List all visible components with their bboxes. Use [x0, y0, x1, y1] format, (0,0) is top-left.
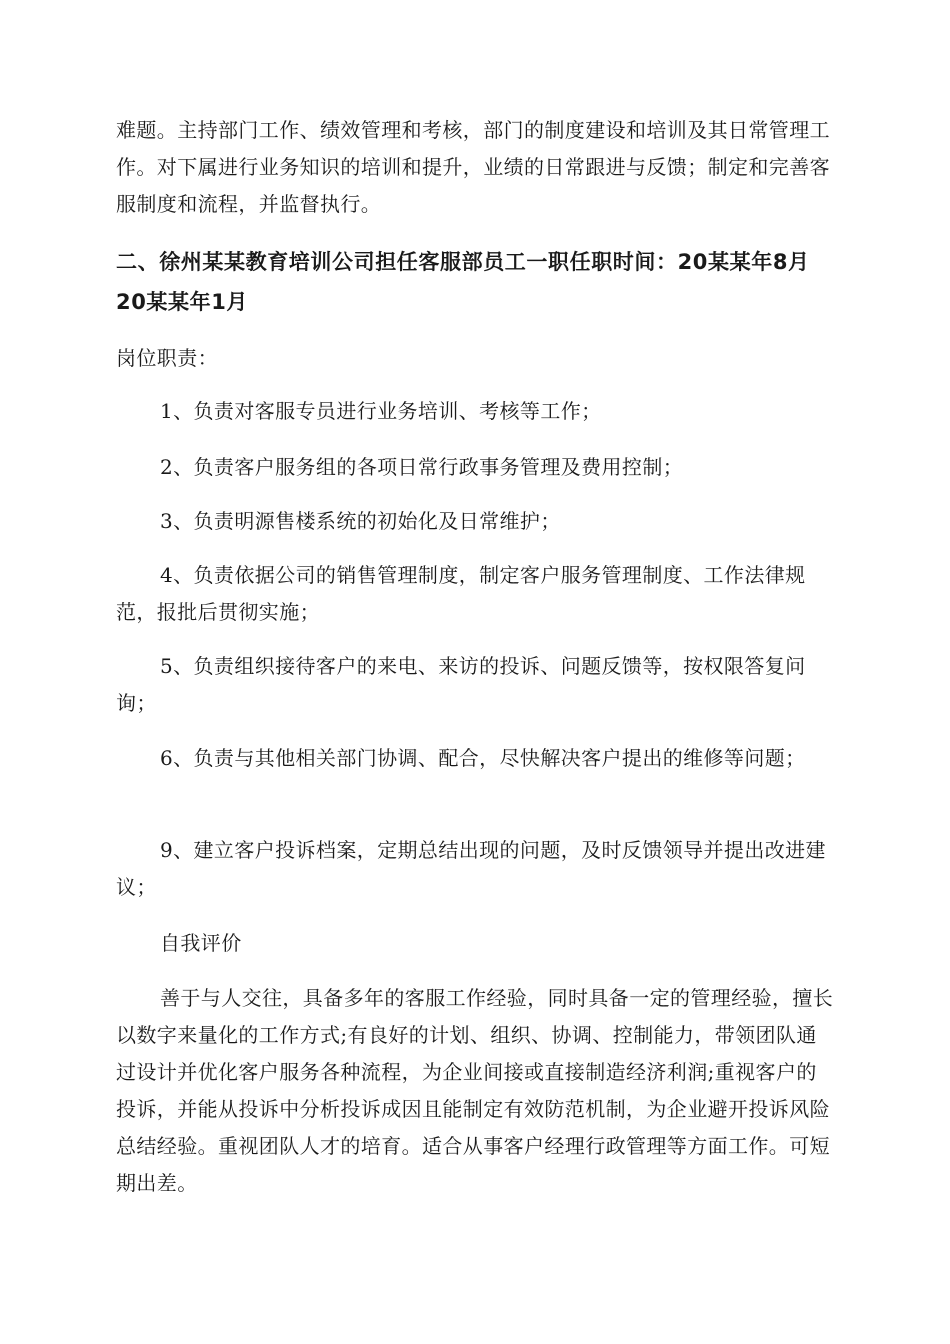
duty-item: 1、负责对客服专员进行业务培训、考核等工作；	[160, 399, 602, 423]
duties-label: 岗位职责：	[116, 346, 218, 370]
self-evaluation-text: 善于与人交往，具备多年的客服工作经验，同时具备一定的管理经验，擅长以数字来量化的工作方式;有良好的计划、组织、协调、控制能力，带领团队通过设计并优化客户服务各种流程，为企业间接或直接制造经济利润;重视客户的投诉，并能从投诉中分析投诉成因且能制定有效防范机制，为企业避开投诉风险总结经验。重视团队人才的培育。适合从事客户经理行政管理等方面工作。可短期出差。	[116, 986, 834, 1195]
duty-item: 2、负责客户服务组的各项日常行政事务管理及费用控制；	[160, 455, 684, 479]
duty-item: 3、负责明源售楼系统的初始化及日常维护；	[160, 509, 561, 533]
duty-item: 5、负责组织接待客户的来电、来访的投诉、问题反馈等，按权限答复问询；	[116, 654, 806, 715]
duty-item: 6、负责与其他相关部门协调、配合，尽快解决客户提出的维修等问题；	[160, 746, 806, 770]
duty-item: 9、建立客户投诉档案，定期总结出现的问题，及时反馈领导并提出改进建议；	[116, 838, 826, 899]
duty-item: 4、负责依据公司的销售管理制度，制定客户服务管理制度、工作法律规范，报批后贯彻实施；	[116, 563, 806, 624]
self-evaluation-title: 自我评价	[160, 931, 242, 955]
section-heading: 二、徐州某某教育培训公司担任客服部员工一职任职时间：20某某年8月20某某年1月	[116, 250, 810, 314]
intro-paragraph: 难题。主持部门工作、绩效管理和考核，部门的制度建设和培训及其日常管理工作。对下属进行业务知识的培训和提升，业绩的日常跟进与反馈；制定和完善客服制度和流程，并监督执行。	[116, 118, 830, 216]
